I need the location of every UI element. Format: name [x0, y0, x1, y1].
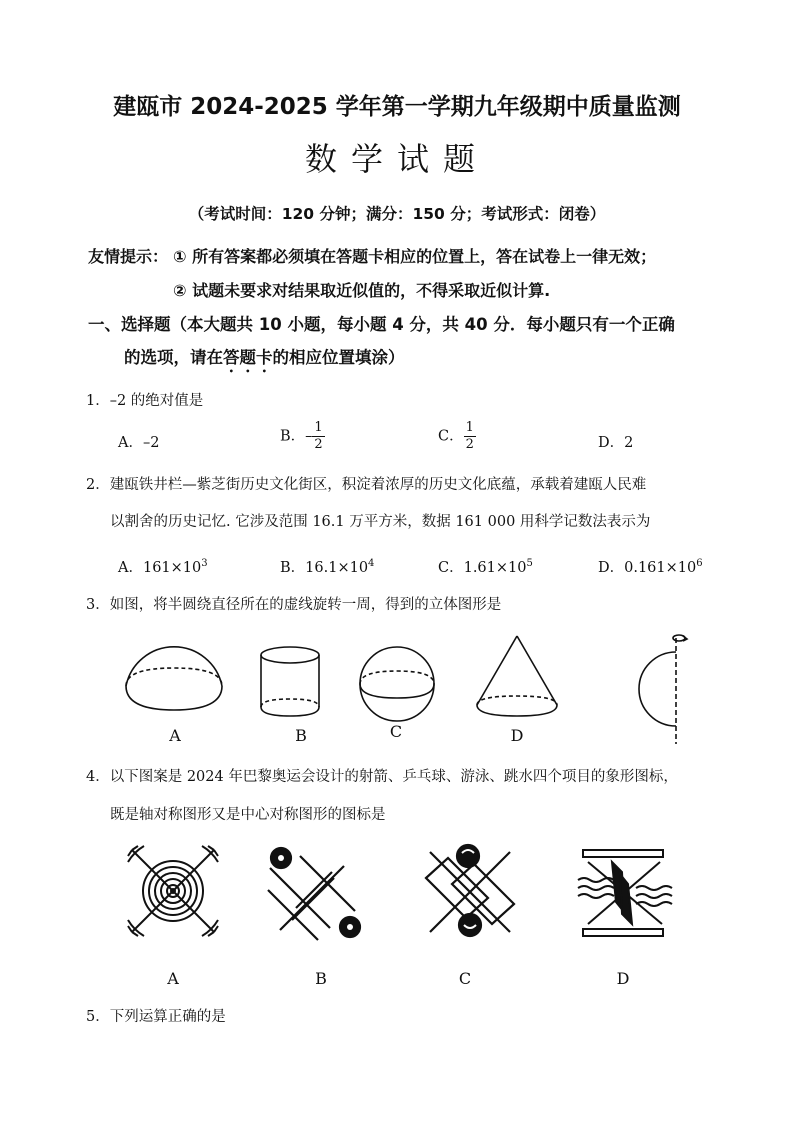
question-4-label-d: D	[616, 969, 630, 988]
question-4-label-a: A	[167, 969, 179, 988]
table-tennis-icon	[268, 848, 360, 940]
heading-text-post: 的相应位置填涂）	[272, 348, 405, 367]
option-a-base: A．161×10	[118, 560, 202, 576]
exam-info: （考试时间：120 分钟；满分：150 分；考试形式：闭卷）	[188, 205, 606, 223]
question-1-option-a: A．–2	[118, 435, 160, 451]
diving-icon	[578, 850, 672, 936]
question-2-stem-line-1: 2．建瓯铁井栏—紫芝街历史文化街区，积淀着浓厚的历史文化底蕴，承载着建瓯人民难	[86, 477, 647, 493]
swimming-icon	[426, 845, 514, 936]
question-1-stem: 1．–2 的绝对值是	[86, 393, 204, 409]
tips-label: 友情提示：	[88, 247, 169, 266]
question-4-stem-line-2: 既是轴对称图形又是中心对称图形的图标是	[110, 807, 386, 823]
option-d-base: D．0.161×10	[598, 560, 697, 576]
fraction-denominator: 2	[314, 437, 323, 452]
question-3-label-b: B	[295, 726, 307, 745]
exam-subtitle: 数学试题	[304, 140, 489, 178]
tips-line-2: ② 试题未要求对结果取近似值的，不得采取近似计算.	[173, 281, 551, 300]
option-b-prefix: B．–	[280, 428, 313, 445]
fraction-numerator: 1	[314, 420, 323, 435]
option-b-base: B．16.1×10	[280, 560, 369, 576]
tips-line-1: ① 所有答案都必须填在答题卡相应的位置上，答在试卷上一律无效；	[173, 247, 657, 266]
option-b-exponent: 4	[368, 558, 375, 570]
option-a-exponent: 3	[201, 558, 208, 570]
question-3-stem: 3．如图，将半圆绕直径所在的虚线旋转一周，得到的立体图形是	[86, 597, 502, 613]
heading-text-pre: 的选项，请在	[124, 348, 223, 367]
archery-icon	[128, 846, 218, 936]
option-c-prefix: C．	[438, 428, 464, 445]
question-2-stem-line-2: 以割舍的历史记忆. 它涉及范围 16.1 万平方米，数据 161 000 用科学记数法表示为	[110, 514, 651, 530]
exam-title: 建瓯市 2024-2025 学年第一学期九年级期中质量监测	[113, 94, 681, 120]
heading-text-emphasis: 答题卡	[223, 348, 273, 367]
question-3-label-a: A	[169, 726, 181, 745]
question-4-label-c: C	[458, 969, 472, 988]
question-3-label-c: C	[389, 722, 403, 741]
section-heading-line-1: 一、选择题（本大题共 10 小题，每小题 4 分，共 40 分．每小题只有一个正确	[88, 315, 675, 334]
fraction-numerator: 1	[465, 420, 474, 435]
question-4-stem-line-1: 4．以下图案是 2024 年巴黎奥运会设计的射箭、乒乓球、游泳、跳水四个项目的象形图标，	[86, 769, 678, 785]
question-4-label-b: B	[315, 969, 327, 988]
question-5-stem: 5．下列运算正确的是	[86, 1009, 226, 1025]
question-1-option-d: D．2	[598, 435, 634, 451]
option-d-exponent: 6	[696, 558, 703, 570]
option-c-base: C．1.61×10	[438, 560, 527, 576]
option-c-exponent: 5	[526, 558, 533, 570]
fraction-denominator: 2	[465, 437, 474, 452]
question-3-label-d: D	[510, 726, 524, 745]
